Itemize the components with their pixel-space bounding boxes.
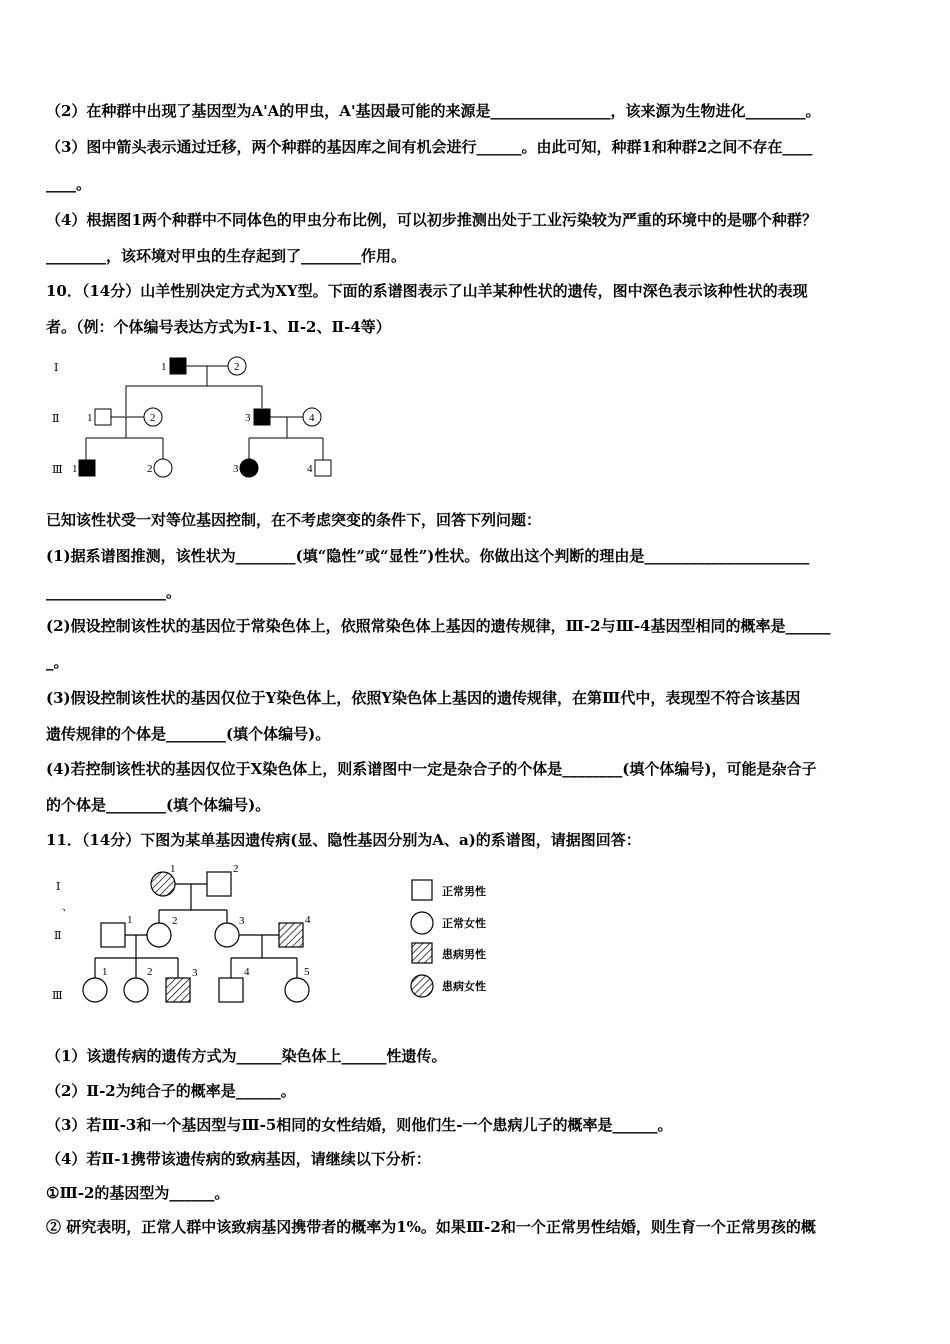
ped1-id-label: 1 xyxy=(161,361,167,373)
q9-part4: （4）根据图1两个种群中不同体色的甲虫分布比例，可以初步推测出处于工业污染较为严重的环境中的是哪个种群？ xyxy=(46,211,817,229)
ped1-gen-label: Ⅲ xyxy=(52,464,63,476)
ped2-id-label: 4 xyxy=(244,966,250,978)
q10-part2: (2)假设控制该性状的基因位于常染色体上，依照常染色体上基因的遗传规律，Ⅲ-2与Ⅲ-4基因型相同的概率是______ xyxy=(46,617,831,635)
q10-part3-cont: 遗传规律的个体是________(填个体编号)。 xyxy=(46,725,331,743)
legend-normal-female-icon xyxy=(411,912,433,934)
q10-part4: (4)若控制该性状的基因仅位于X染色体上，则系谱图中一定是杂合子的个体是________(填个体编号)，可能是杂合子 xyxy=(46,760,817,778)
ped1-I-1-affected-male xyxy=(170,358,186,374)
ped1-III-4-male xyxy=(315,460,331,476)
q11-stem: 11．（14分）下图为某单基因遗传病(显、隐性基因分别为A、a)的系谱图，请据图回答： xyxy=(46,831,641,849)
ped2-gen-label: Ⅱ xyxy=(54,930,62,942)
q10-part1-cont: ________________。 xyxy=(46,583,182,601)
ped1-id-label: 1 xyxy=(87,412,93,424)
ped1-id-label: 4 xyxy=(309,412,315,424)
q10-stem-cont: 者。（例：个体编号表达方式为Ⅰ-1、Ⅱ-2、Ⅱ-4等） xyxy=(46,318,391,336)
ped2-gen-label: Ⅰ xyxy=(56,881,61,893)
q9-part3: （3）图中箭头表示通过迁移，两个种群的基因库之间有机会进行______。由此可知，种群1和种群2之间不存在____ xyxy=(46,138,813,156)
legend-affected-female: 患病女性 xyxy=(442,981,486,993)
legend-affected-male: 患病男性 xyxy=(442,949,486,961)
ped2-III-5-female xyxy=(285,978,309,1002)
ped2-id-label: 2 xyxy=(147,966,153,978)
ped2-III-4-male xyxy=(219,978,243,1002)
pedigree-chart-q11 xyxy=(46,860,516,1010)
ped1-II-3-affected-male xyxy=(254,409,270,425)
ped1-II-1-male xyxy=(95,409,111,425)
ped1-III-3-affected-female xyxy=(240,459,258,477)
ped2-id-label: 2 xyxy=(172,915,178,927)
q10-part4-cont: 的个体是________(填个体编号)。 xyxy=(46,796,271,814)
ped2-III-3-affected-male xyxy=(166,978,190,1002)
ped1-III-2-female xyxy=(154,459,172,477)
q11-part4-sub1: ①Ⅲ-2的基因型为______。 xyxy=(46,1184,230,1202)
ped1-id-label: 1 xyxy=(72,463,78,475)
legend-normal-female: 正常女性 xyxy=(442,918,486,930)
ped2-III-2-female xyxy=(124,978,148,1002)
ped2-gen-label: 、 xyxy=(62,901,73,913)
ped2-id-label: 3 xyxy=(239,915,245,927)
ped2-id-label: 3 xyxy=(192,967,198,979)
ped1-id-label: 4 xyxy=(307,463,313,475)
ped1-id-label: 2 xyxy=(147,463,153,475)
ped2-II-4-affected-male xyxy=(279,923,303,947)
ped1-gen-label: Ⅱ xyxy=(52,413,60,425)
ped2-I-1-affected-female xyxy=(151,872,175,896)
q10-stem: 10．（14分）山羊性别决定方式为XY型。下面的系谱图表示了山羊某种性状的遗传，图中深色表示该种性状的表现 xyxy=(46,282,808,300)
q9-part2: （2）在种群中出现了基因型为A'A的甲虫，A'基因最可能的来源是________________，该来源为生物进化________。 xyxy=(46,102,821,120)
ped2-II-1-male xyxy=(101,923,125,947)
ped2-I-2-male xyxy=(207,872,231,896)
ped2-id-label: 5 xyxy=(304,966,310,978)
q11-part3: （3）若Ⅲ-3和一个基因型与Ⅲ-5相同的女性结婚，则他们生-一个患病儿子的概率是______。 xyxy=(46,1116,673,1134)
ped2-II-3-female xyxy=(215,923,239,947)
ped2-id-label: 4 xyxy=(305,914,311,926)
legend-normal-male: 正常男性 xyxy=(442,886,486,898)
q11-part2: （2）Ⅱ-2为纯合子的概率是______。 xyxy=(46,1082,296,1100)
ped1-id-label: 2 xyxy=(150,412,156,424)
legend-affected-female-icon xyxy=(411,975,433,997)
q11-part1: （1）该遗传病的遗传方式为______染色体上______性遗传。 xyxy=(46,1047,447,1065)
ped1-id-label: 3 xyxy=(245,412,251,424)
q11-part4-sub2: ② 研究表明，正常人群中该致病基冈携带者的概率为1%。如果Ⅲ-2和一个正常男性结婚，则生育一个正常男孩的概 xyxy=(46,1218,816,1236)
q10-part3: (3)假设控制该性状的基因仅位于Y染色体上，依照Y染色体上基因的遗传规律，在第Ⅲ代中，表现型不符合该基因 xyxy=(46,689,801,707)
q10-part1: (1)据系谱图推测，该性状为________(填“隐性”或“显性”)性状。你做出这个判断的理由是______________________ xyxy=(46,547,810,565)
legend-normal-male-icon xyxy=(412,880,432,900)
ped1-id-label: 3 xyxy=(233,463,239,475)
q9-part4-cont: ________，该环境对甲虫的生存起到了________作用。 xyxy=(46,247,407,265)
pedigree-chart-q10 xyxy=(46,350,346,490)
legend-affected-male-icon xyxy=(412,943,432,963)
ped2-id-label: 1 xyxy=(127,914,133,926)
ped1-III-1-affected-male xyxy=(79,460,95,476)
ped2-gen-label: Ⅲ xyxy=(52,990,63,1002)
q10-part2-cont: _。 xyxy=(46,653,69,671)
q11-part4: （4）若Ⅱ-1携带该遗传病的致病基因，请继续以下分析： xyxy=(46,1150,431,1168)
ped2-id-label: 1 xyxy=(102,966,108,978)
ped1-gen-label: Ⅰ xyxy=(54,362,59,374)
q10-intro: 已知该性状受一对等位基因控制，在不考虑突变的条件下，回答下列问题： xyxy=(46,511,542,529)
ped2-id-label: 1 xyxy=(170,863,176,875)
q9-part3-cont: ____。 xyxy=(46,175,92,193)
ped2-II-2-female xyxy=(147,923,171,947)
ped2-id-label: 2 xyxy=(233,863,239,875)
ped1-id-label: 2 xyxy=(234,361,240,373)
ped2-III-1-female xyxy=(83,978,107,1002)
